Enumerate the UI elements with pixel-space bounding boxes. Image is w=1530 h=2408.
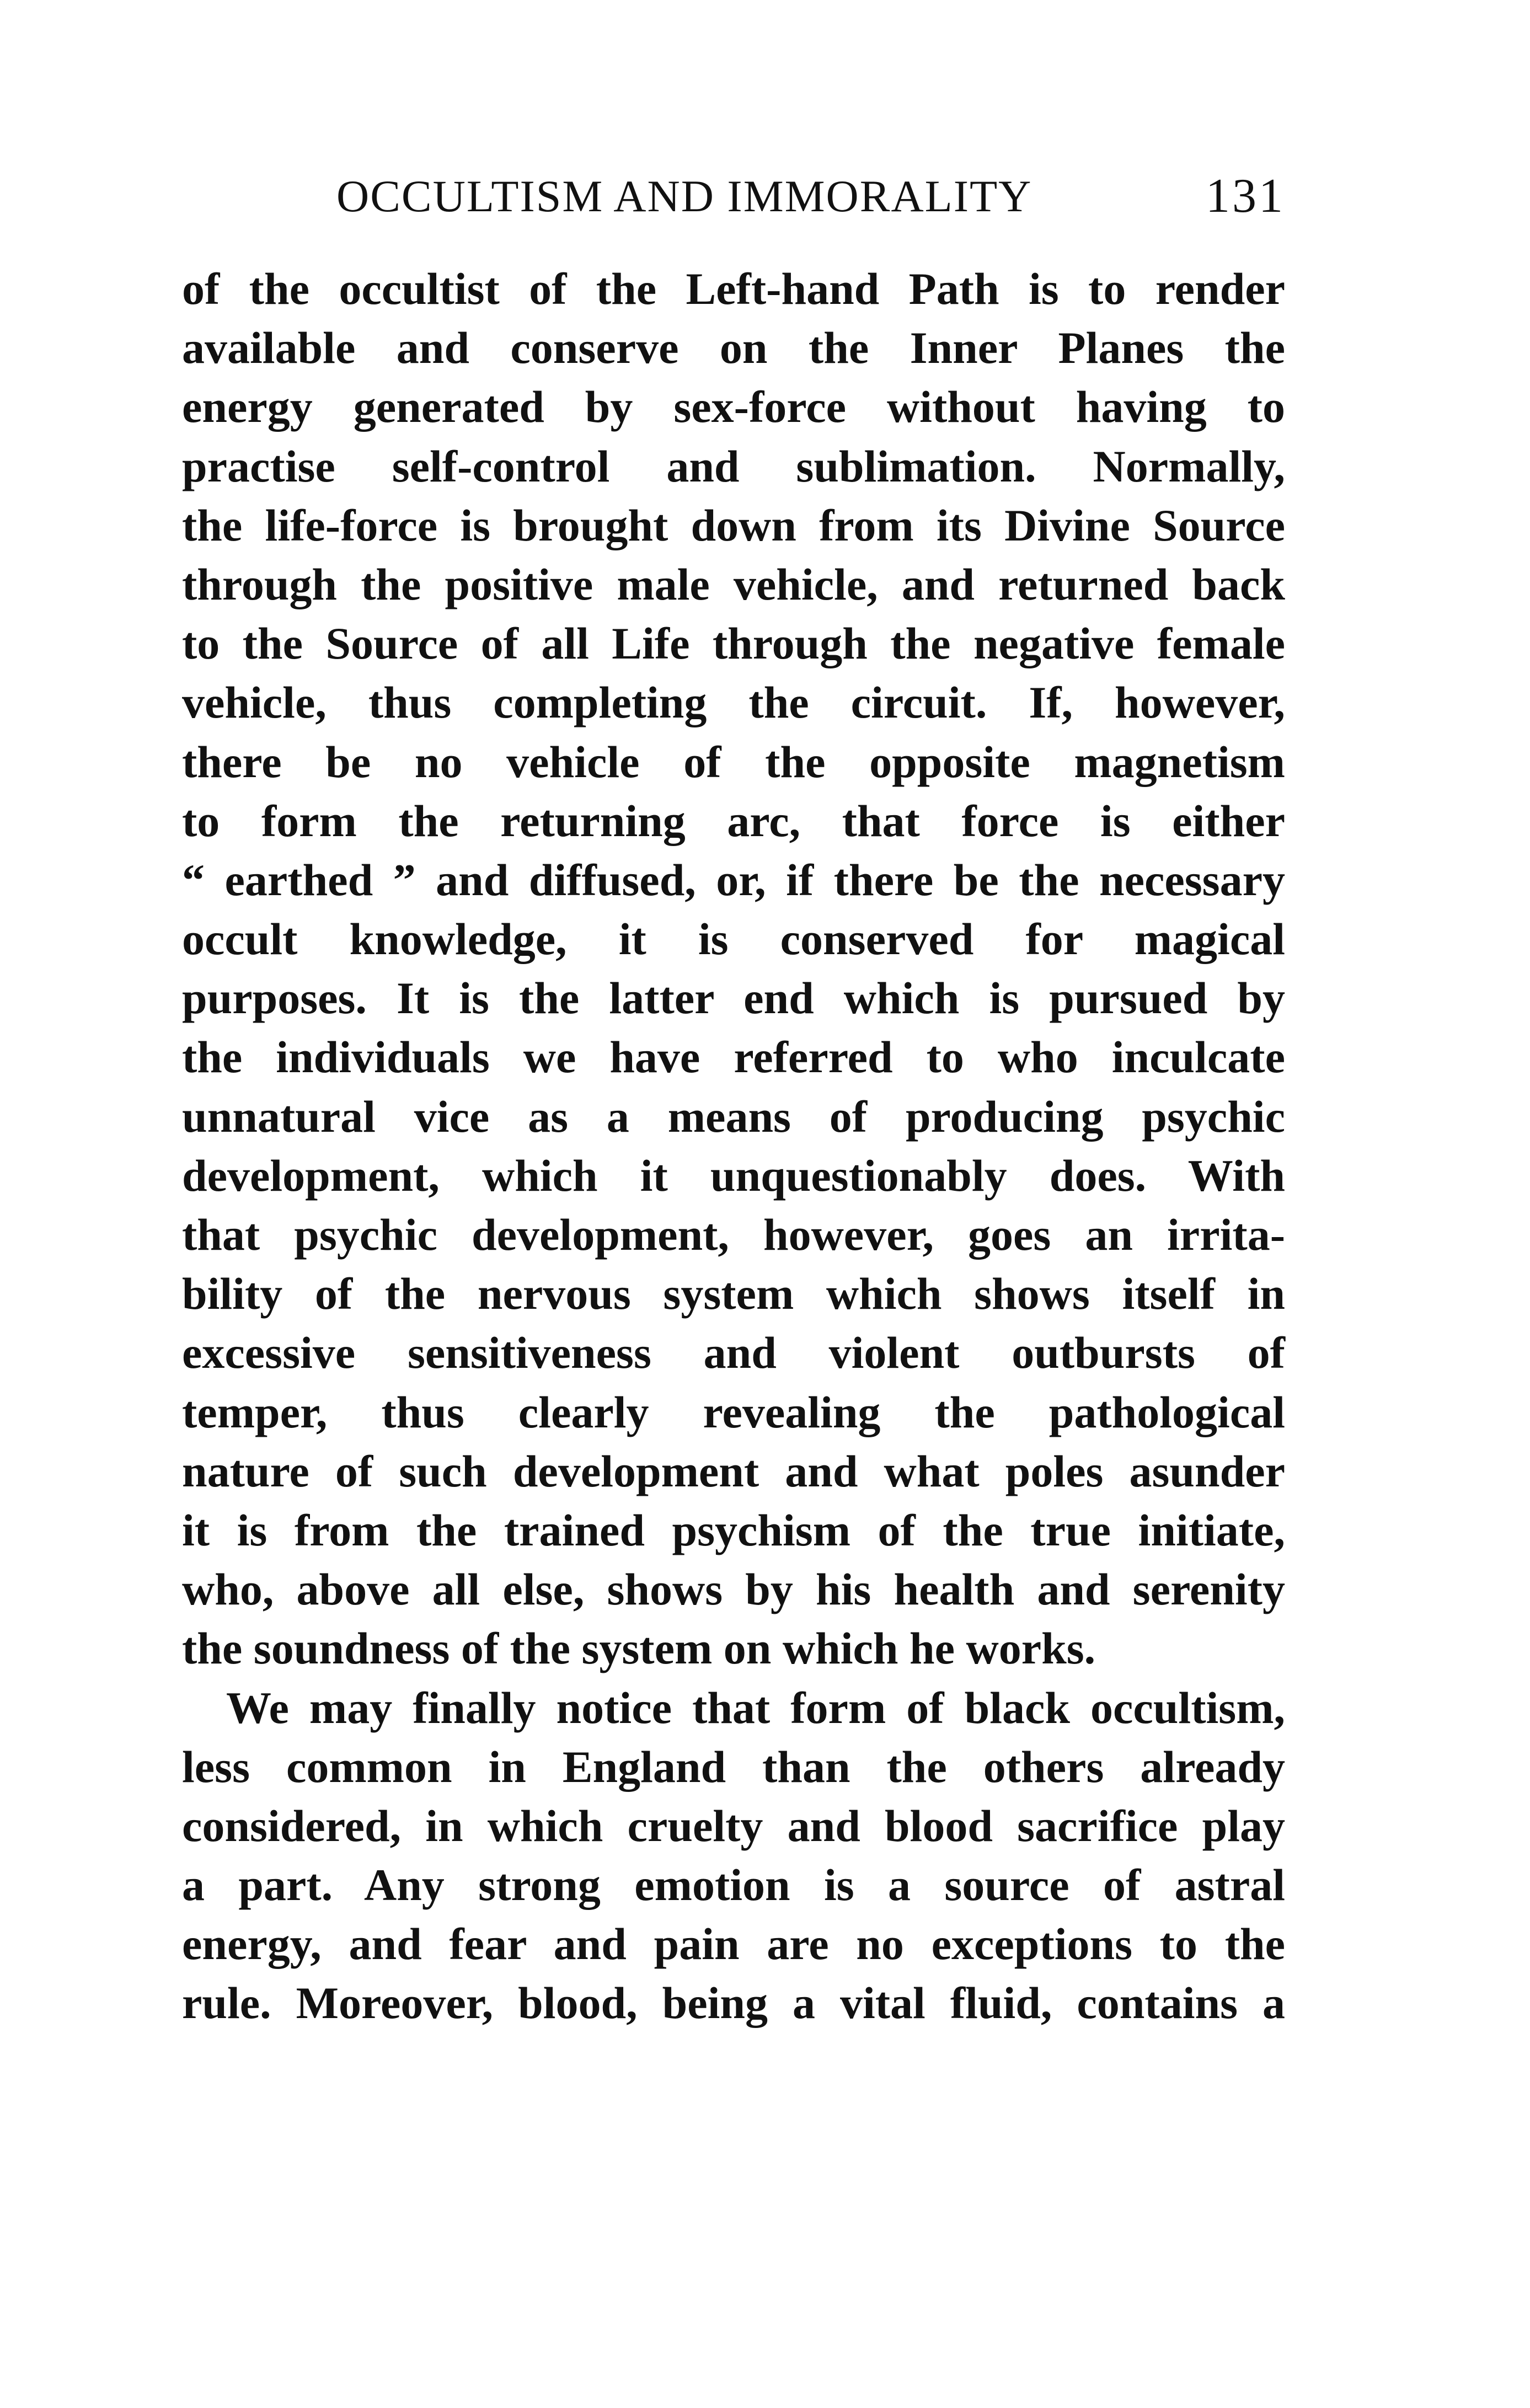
text-line: considered, in which cruelty and blood sacrifice play	[182, 1800, 1285, 1851]
paragraph-start-line: We may finally notice that form of black occultism,	[226, 1682, 1285, 1733]
text-line: to the Source of all Life through the negative female	[182, 618, 1285, 669]
text-line: the life-force is brought down from its Divine Source	[182, 500, 1285, 550]
text-line: less common in England than the others already	[182, 1741, 1285, 1792]
text-line: occult knowledge, it is conserved for magical	[182, 914, 1285, 965]
text-line: the individuals we have referred to who inculcate	[182, 1032, 1285, 1083]
text-line: rule. Moreover, blood, being a vital fluid, contains a	[182, 1978, 1285, 2029]
text-line: excessive sensitiveness and violent outbursts of	[182, 1328, 1285, 1378]
text-line: there be no vehicle of the opposite magnetism	[182, 736, 1285, 787]
paragraph-end-line: the soundness of the system on which he works.	[182, 1623, 1096, 1674]
text-line: energy generated by sex-force without having to	[182, 382, 1285, 432]
body-text	[182, 259, 1285, 2033]
text-line: bility of the nervous system which shows itself in	[182, 1269, 1285, 1319]
text-line: unnatural vice as a means of producing psychic	[182, 1091, 1285, 1142]
text-line: that psychic development, however, goes an irrita-	[182, 1210, 1285, 1260]
text-line: available and conserve on the Inner Planes the	[182, 323, 1285, 373]
text-line: purposes. It is the latter end which is pursued by	[182, 973, 1285, 1024]
text-line: through the positive male vehicle, and returned back	[182, 559, 1285, 609]
text-line: vehicle, thus completing the circuit. If, however,	[182, 677, 1285, 728]
text-line: to form the returning arc, that force is either	[182, 795, 1285, 846]
running-head: OCCULTISM AND IMMORALITY	[336, 171, 1033, 221]
text-line: it is from the trained psychism of the true initiate,	[182, 1505, 1285, 1555]
text-line: temper, thus clearly revealing the pathological	[182, 1387, 1285, 1437]
text-line: of the occultist of the Left-hand Path is to render	[182, 264, 1285, 314]
text-line: nature of such development and what poles asunder	[182, 1446, 1285, 1496]
text-line: development, which it unquestionably does. With	[182, 1150, 1285, 1201]
page-number: 131	[1206, 169, 1285, 223]
text-line: who, above all else, shows by his health and serenity	[182, 1564, 1285, 1615]
text-line: “ earthed ” and diffused, or, if there be the necessary	[182, 854, 1285, 905]
text-line: practise self-control and sublimation. Normally,	[182, 441, 1285, 491]
page-header	[182, 169, 1285, 224]
text-line: a part. Any strong emotion is a source of astral	[182, 1860, 1285, 1911]
text-line: energy, and fear and pain are no exceptions to the	[182, 1919, 1285, 1970]
